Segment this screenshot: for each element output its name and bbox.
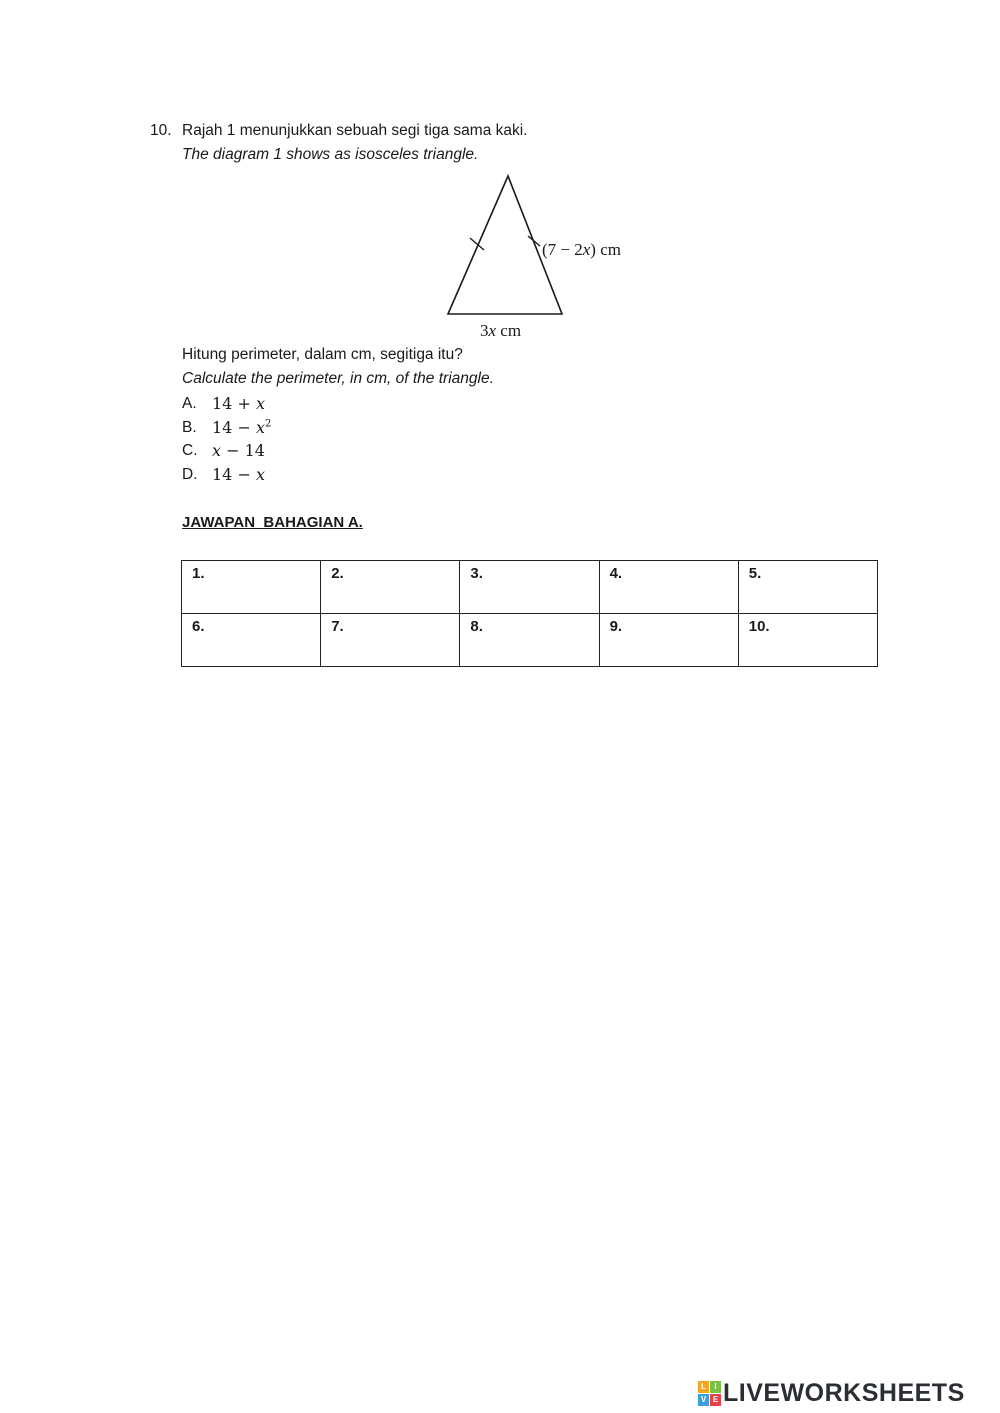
question-number: 10. <box>150 122 172 139</box>
option-letter: D. <box>182 466 198 483</box>
logo-text: LIVEWORKSHEETS <box>723 1378 965 1407</box>
answer-cell-7[interactable]: 7. <box>321 614 460 667</box>
option-value: 14 + x <box>212 394 265 413</box>
liveworksheets-logo <box>698 1378 965 1408</box>
answer-cell-9[interactable]: 9. <box>599 614 738 667</box>
base-length-label: 3x cm <box>480 321 522 340</box>
option-letter: A. <box>182 395 197 412</box>
answer-cell-8[interactable]: 8. <box>460 614 599 667</box>
answer-cell-6[interactable]: 6. <box>182 614 321 667</box>
answer-cell-10[interactable]: 10. <box>738 614 877 667</box>
logo-mark-letter: V <box>698 1394 709 1406</box>
answer-cell-2[interactable]: 2. <box>321 561 460 614</box>
isosceles-triangle-diagram <box>440 170 650 350</box>
ask-text-malay: Hitung perimeter, dalam cm, segitiga itu? <box>182 346 463 363</box>
answer-section-heading: JAWAPAN BAHAGIAN A. <box>182 514 363 531</box>
answer-cell-4[interactable]: 4. <box>599 561 738 614</box>
logo-mark-letter: I <box>710 1381 721 1393</box>
side-length-label: (7 − 2x) cm <box>542 240 621 259</box>
logo-mark-letter: L <box>698 1381 709 1393</box>
option-letter: C. <box>182 442 198 459</box>
option-value: $14 - x^2$ <box>212 418 272 437</box>
answer-cell-5[interactable]: 5. <box>738 561 877 614</box>
table-row <box>182 561 878 614</box>
table-row <box>182 614 878 667</box>
logo-mark-letter: E <box>710 1394 721 1406</box>
answer-table <box>181 560 878 667</box>
answer-cell-3[interactable]: 3. <box>460 561 599 614</box>
option-value: x − 14 <box>212 441 265 460</box>
answer-cell-1[interactable]: 1. <box>182 561 321 614</box>
question-text-malay: Rajah 1 menunjukkan sebuah segi tiga sama kaki. <box>182 122 528 139</box>
question-text-english: The diagram 1 shows as isosceles triangle. <box>182 146 479 163</box>
option-value: 14 − x <box>212 465 265 484</box>
logo-mark-icon <box>698 1381 720 1405</box>
option-letter: B. <box>182 419 197 436</box>
ask-text-english: Calculate the perimeter, in cm, of the triangle. <box>182 370 494 387</box>
